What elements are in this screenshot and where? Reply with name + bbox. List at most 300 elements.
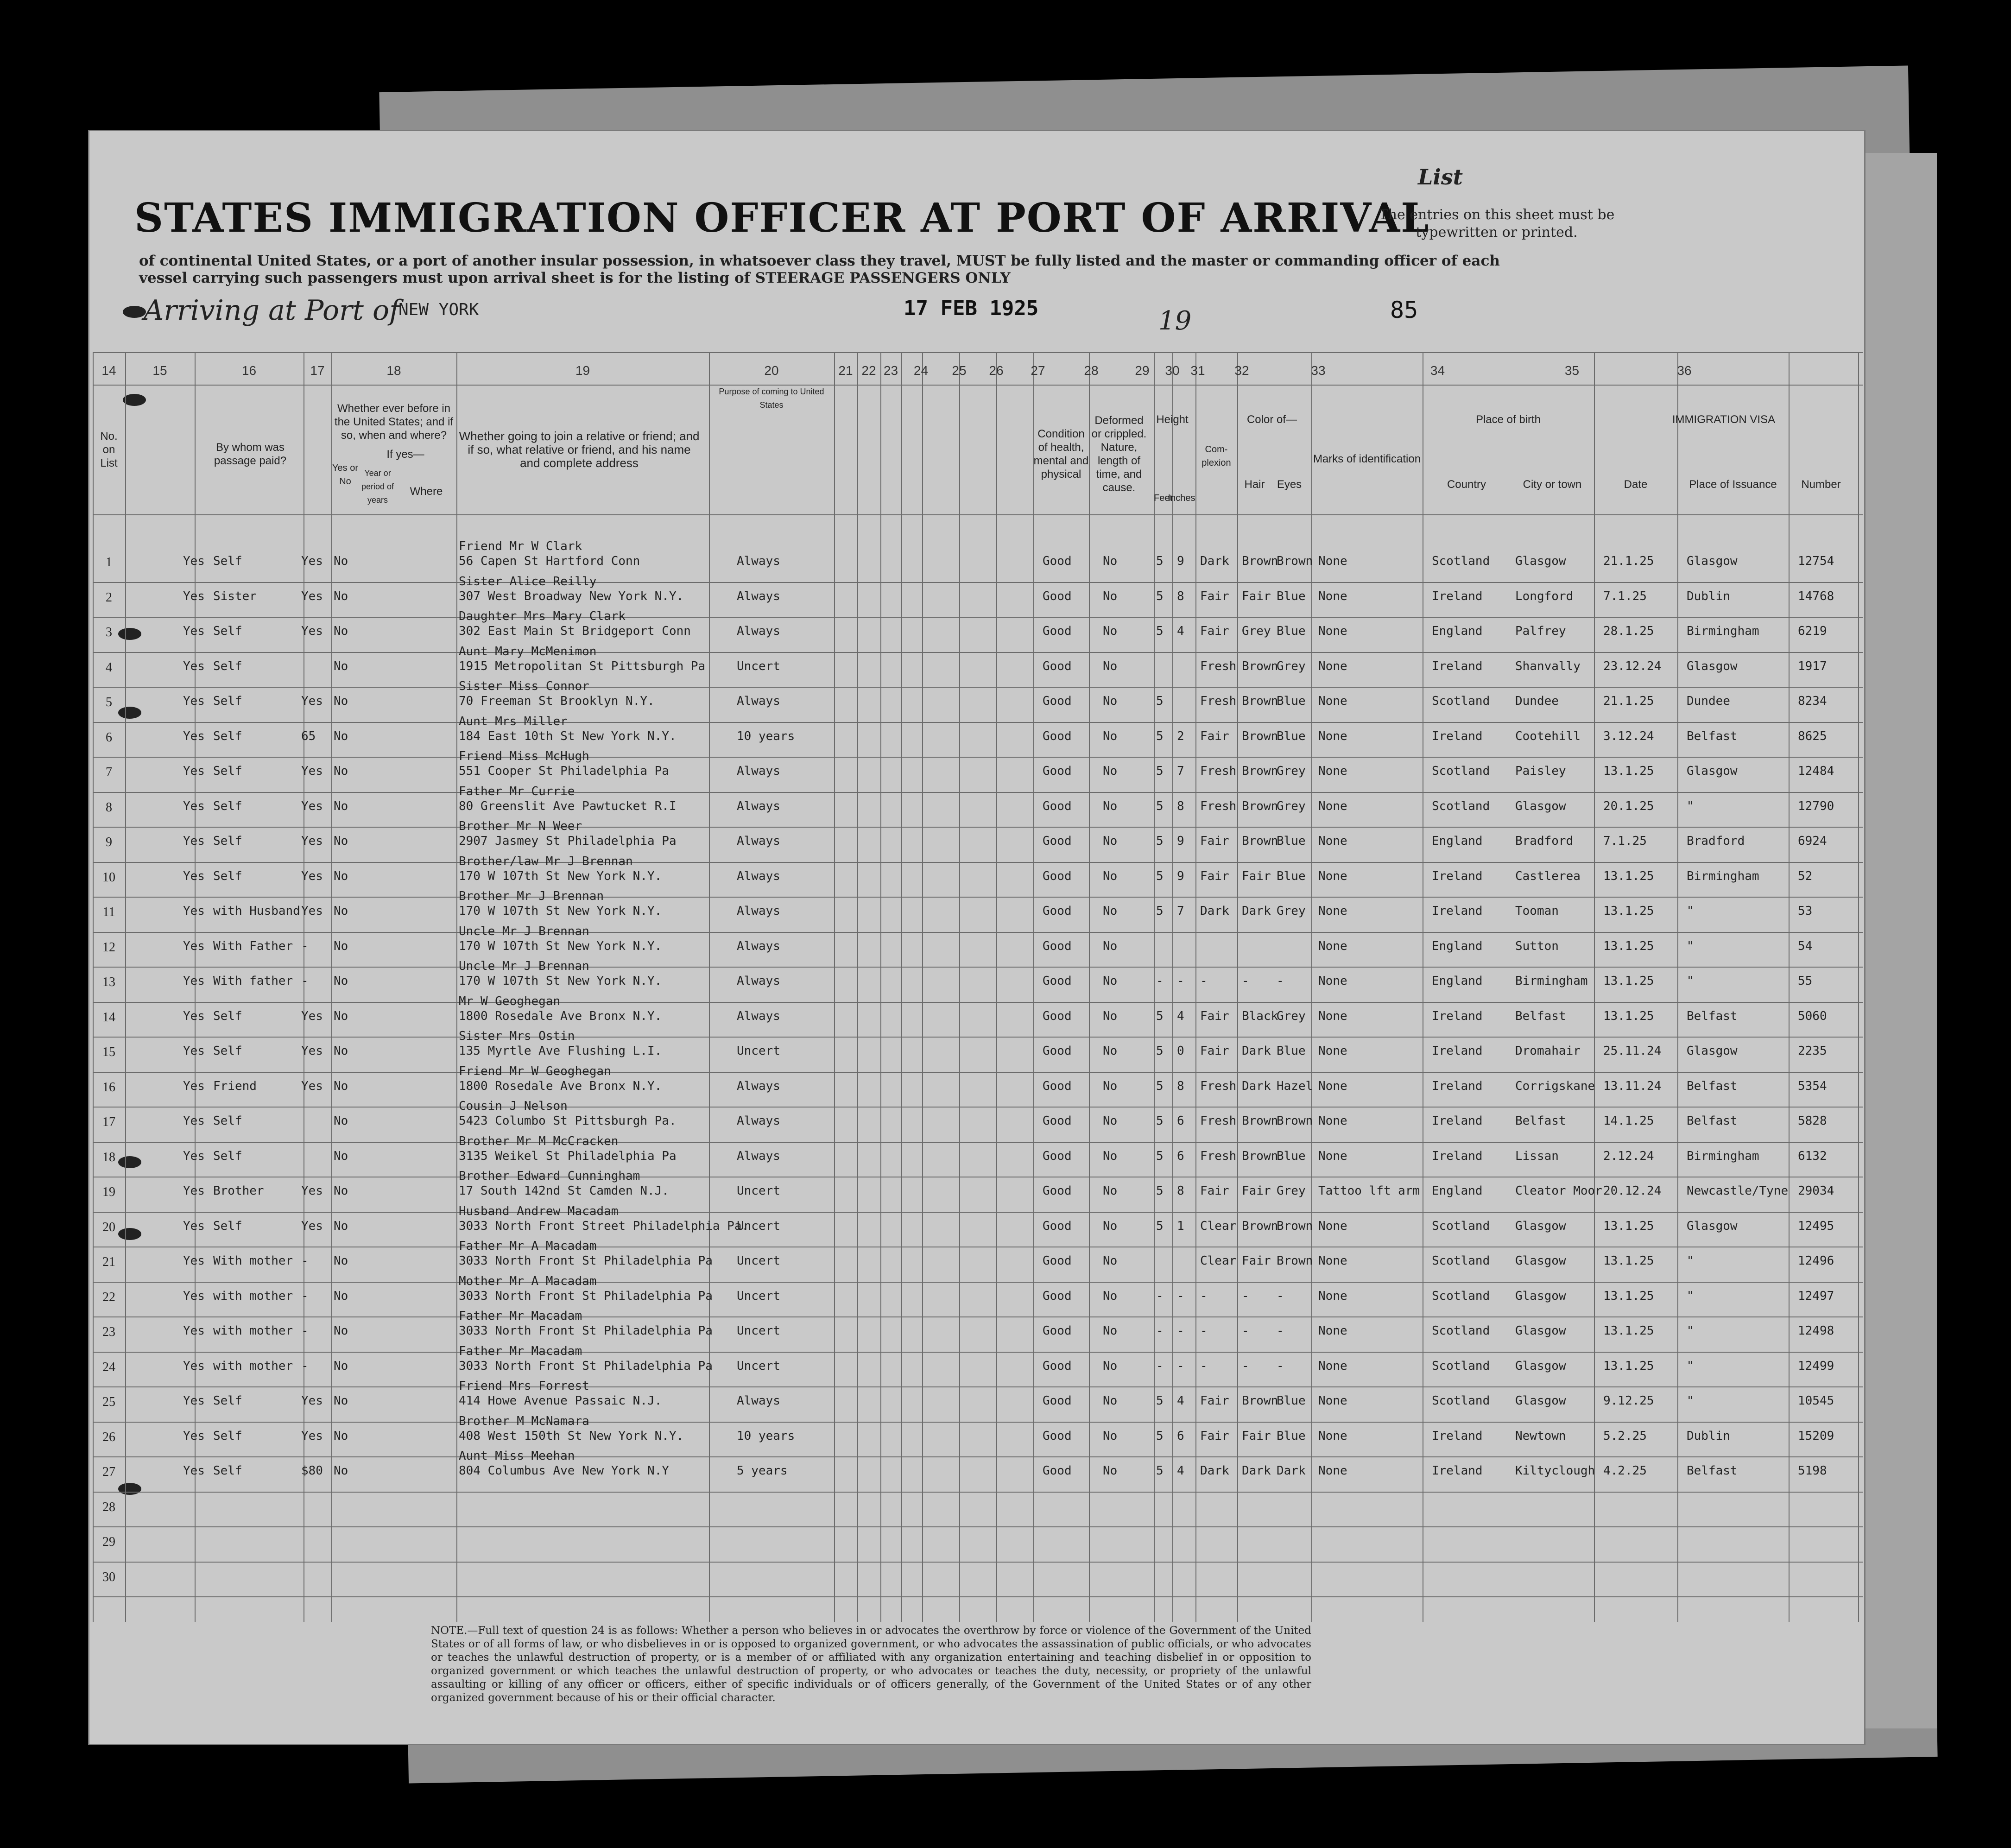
cell-ticket: Yes <box>183 799 205 813</box>
cell-vdate: 21.1.25 <box>1603 554 1654 568</box>
cell-country: Ireland <box>1432 1464 1483 1478</box>
cell-purpose: Always <box>737 1114 780 1128</box>
cell-inches: 6 <box>1177 1429 1184 1443</box>
cell-vdate: 13.1.25 <box>1603 904 1654 918</box>
cell-complexion: Clear <box>1200 1254 1237 1268</box>
table-row <box>93 924 1863 972</box>
cell-vplace: Birmingham <box>1687 624 1759 638</box>
cell-purpose: Always <box>737 904 780 918</box>
cell-joining: Aunt Mrs Miller <box>459 714 568 728</box>
row-number: 30 <box>102 1570 115 1584</box>
cell-feet: 5 <box>1156 1114 1164 1128</box>
cell-purpose: Always <box>737 694 780 708</box>
cell-money: Yes <box>301 904 323 918</box>
header-before-us: Whether ever before in the United States; and if so, when and where? <box>334 402 454 442</box>
cell-joining: Mr W Geoghegan <box>459 994 561 1008</box>
cell-eyes: Blue <box>1277 694 1306 708</box>
cell-vplace: " <box>1687 1254 1694 1268</box>
cell-paid: Self <box>213 764 242 778</box>
cell-health: Good <box>1043 939 1072 953</box>
table-row <box>93 1204 1863 1252</box>
cell-before: No <box>334 589 348 603</box>
cell-money: Yes <box>301 869 323 883</box>
cell-joining: Friend Mr W Clark <box>459 539 582 553</box>
column-number: 36 <box>1677 363 1692 378</box>
cell-inches: - <box>1177 974 1184 988</box>
row-number: 17 <box>102 1115 115 1129</box>
cell-ticket: Yes <box>183 1219 205 1233</box>
cell-country: England <box>1432 1184 1483 1198</box>
header-marks: Marks of identification <box>1313 452 1421 465</box>
cell-vdate: 4.2.25 <box>1603 1464 1647 1478</box>
row-number: 22 <box>102 1290 115 1304</box>
cell-before: No <box>334 799 348 813</box>
cell-address: 80 Greenslit Ave Pawtucket R.I <box>459 799 677 813</box>
table-row <box>93 1496 1863 1532</box>
cell-ticket: Yes <box>183 1394 205 1408</box>
cell-ticket: Yes <box>183 1324 205 1338</box>
cell-vnum: 53 <box>1798 904 1813 918</box>
row-number: 23 <box>102 1325 115 1339</box>
cell-vplace: " <box>1687 904 1694 918</box>
cell-joining: Brother Mr M McCracken <box>459 1134 619 1148</box>
row-number: 19 <box>102 1185 115 1199</box>
header-if-yes: If yes— <box>386 448 424 461</box>
cell-purpose: Always <box>737 1009 780 1023</box>
cell-inches: 1 <box>1177 1219 1184 1233</box>
cell-eyes: Grey <box>1277 904 1306 918</box>
cell-hair: Brown <box>1242 1114 1278 1128</box>
cell-city: Glasgow <box>1515 554 1566 568</box>
cell-address: 170 W 107th St New York N.Y. <box>459 904 662 918</box>
cell-complexion: Fresh <box>1200 659 1237 673</box>
cell-marks: None <box>1318 1359 1347 1373</box>
cell-hair: Dark <box>1242 904 1271 918</box>
cell-address: 3033 North Front St Philadelphia Pa <box>459 1289 713 1303</box>
table-row <box>93 1064 1863 1112</box>
cell-complexion: Fresh <box>1200 1149 1237 1163</box>
cell-inches: 4 <box>1177 624 1184 638</box>
cell-money: Yes <box>301 1429 323 1443</box>
cell-ticket: Yes <box>183 1079 205 1093</box>
cell-inches: 9 <box>1177 554 1184 568</box>
cell-hair: - <box>1242 1359 1249 1373</box>
cell-vdate: 2.12.24 <box>1603 1149 1654 1163</box>
cell-paid: Friend <box>213 1079 257 1093</box>
cell-hair: - <box>1242 1289 1249 1303</box>
cell-address: 5423 Columbo St Pittsburgh Pa. <box>459 1114 677 1128</box>
cell-address: 3033 North Front St Philadelphia Pa <box>459 1324 713 1338</box>
cell-inches: - <box>1177 1324 1184 1338</box>
cell-joining: Uncle Mr J Brennan <box>459 924 589 938</box>
cell-deformed: No <box>1103 1359 1118 1373</box>
row-number: 3 <box>106 625 112 639</box>
cell-city: Paisley <box>1515 764 1566 778</box>
cell-marks: None <box>1318 939 1347 953</box>
cell-ticket: Yes <box>183 834 205 848</box>
cell-inches: 8 <box>1177 799 1184 813</box>
cell-vdate: 3.12.24 <box>1603 729 1654 743</box>
column-number: 19 <box>575 363 590 378</box>
cell-money: - <box>301 1324 309 1338</box>
cell-feet: 5 <box>1156 1184 1164 1198</box>
cell-purpose: Always <box>737 869 780 883</box>
cell-purpose: Always <box>737 1394 780 1408</box>
cell-complexion: - <box>1200 1289 1208 1303</box>
cell-paid: Self <box>213 1114 242 1128</box>
cell-vnum: 12497 <box>1798 1289 1834 1303</box>
cell-country: Scotland <box>1432 1359 1490 1373</box>
cell-purpose: Always <box>737 799 780 813</box>
table-row <box>93 679 1863 727</box>
cell-eyes: Grey <box>1277 764 1306 778</box>
cell-eyes: Blue <box>1277 834 1306 848</box>
cell-eyes: Grey <box>1277 1009 1306 1023</box>
header-purpose: Purpose of coming to United States <box>719 387 824 410</box>
cell-vdate: 14.1.25 <box>1603 1114 1654 1128</box>
table-row <box>93 644 1863 692</box>
cell-before: No <box>334 624 348 638</box>
cell-deformed: No <box>1103 939 1118 953</box>
cell-vdate: 7.1.25 <box>1603 589 1647 603</box>
cell-hair: Grey <box>1242 624 1271 638</box>
cell-vplace: Belfast <box>1687 729 1738 743</box>
header-passage-paid: By whom was passage paid? <box>214 441 287 467</box>
column-number: 14 <box>101 363 116 378</box>
cell-marks: None <box>1318 554 1347 568</box>
cell-complexion: Fresh <box>1200 799 1237 813</box>
cell-purpose: Uncert <box>737 659 780 673</box>
column-number: 35 <box>1564 363 1580 378</box>
cell-deformed: No <box>1103 974 1118 988</box>
cell-vdate: 21.1.25 <box>1603 694 1654 708</box>
cell-country: Scotland <box>1432 1289 1490 1303</box>
column-number: 20 <box>764 363 779 378</box>
cell-address: 3033 North Front Street Philadelphia Pa. <box>459 1219 749 1233</box>
cell-vplace: " <box>1687 799 1694 813</box>
row-number: 11 <box>102 905 115 919</box>
cell-feet: - <box>1156 1359 1164 1373</box>
cell-marks: None <box>1318 729 1347 743</box>
row-number: 13 <box>102 975 115 989</box>
cell-city: Glasgow <box>1515 1394 1566 1408</box>
cell-feet: - <box>1156 974 1164 988</box>
cell-city: Glasgow <box>1515 1324 1566 1338</box>
cell-money: $80 <box>301 1464 323 1478</box>
cell-vplace: Dublin <box>1687 589 1730 603</box>
cell-city: Lissan <box>1515 1149 1559 1163</box>
cell-vplace: Glasgow <box>1687 1044 1738 1058</box>
cell-address: 307 West Broadway New York N.Y. <box>459 589 684 603</box>
cell-vplace: Belfast <box>1687 1464 1738 1478</box>
cell-complexion: Fair <box>1200 869 1229 883</box>
cell-vnum: 12484 <box>1798 764 1834 778</box>
cell-city: Cleator Moor <box>1515 1184 1602 1198</box>
cell-paid: With Father <box>213 939 293 953</box>
cell-marks: None <box>1318 974 1347 988</box>
table-row <box>93 1566 1863 1601</box>
cell-deformed: No <box>1103 799 1118 813</box>
cell-address: 2907 Jasmey St Philadelphia Pa <box>459 834 677 848</box>
row-number: 14 <box>102 1010 115 1025</box>
cell-joining: Cousin J Nelson <box>459 1099 568 1113</box>
cell-before: No <box>334 554 348 568</box>
cell-health: Good <box>1043 974 1072 988</box>
cell-eyes: - <box>1277 974 1284 988</box>
cell-address: 3033 North Front St Philadelphia Pa <box>459 1254 713 1268</box>
cell-complexion: Fair <box>1200 1184 1229 1198</box>
year-label: 19 <box>1158 306 1192 336</box>
cell-feet: 5 <box>1156 869 1164 883</box>
cell-before: No <box>334 1219 348 1233</box>
binder-hole <box>123 306 146 318</box>
cell-vnum: 5198 <box>1798 1464 1827 1478</box>
cell-eyes: Grey <box>1277 659 1306 673</box>
cell-before: No <box>334 729 348 743</box>
cell-eyes: Blue <box>1277 624 1306 638</box>
cell-marks: None <box>1318 1114 1347 1128</box>
column-number: 28 <box>1084 363 1099 378</box>
cell-health: Good <box>1043 554 1072 568</box>
cell-vdate: 13.1.25 <box>1603 939 1654 953</box>
cell-paid: Self <box>213 1009 242 1023</box>
cell-before: No <box>334 1359 348 1373</box>
table-row <box>93 609 1863 657</box>
cell-vnum: 29034 <box>1798 1184 1834 1198</box>
arrival-date: 17 FEB 1925 <box>904 297 1039 320</box>
cell-inches: 7 <box>1177 904 1184 918</box>
cell-paid: with Husband <box>213 904 300 918</box>
cell-feet: 5 <box>1156 729 1164 743</box>
cell-inches: - <box>1177 1289 1184 1303</box>
header-visa-number: Number <box>1801 478 1841 491</box>
cell-city: Dundee <box>1515 694 1559 708</box>
cell-joining: Father Mr A Macadam <box>459 1239 597 1253</box>
cell-paid: Self <box>213 1219 242 1233</box>
cell-eyes: Blue <box>1277 729 1306 743</box>
cell-deformed: No <box>1103 1184 1118 1198</box>
cell-vnum: 10545 <box>1798 1394 1834 1408</box>
cell-joining: Husband Andrew Macadam <box>459 1204 619 1218</box>
cell-before: No <box>334 1289 348 1303</box>
cell-eyes: Blue <box>1277 1394 1306 1408</box>
cell-complexion: Fair <box>1200 589 1229 603</box>
cell-complexion: Clear <box>1200 1219 1237 1233</box>
cell-vnum: 6132 <box>1798 1149 1827 1163</box>
cell-city: Kiltyclough <box>1515 1464 1595 1478</box>
cell-eyes: Brown <box>1277 1114 1313 1128</box>
cell-hair: Brown <box>1242 764 1278 778</box>
cell-ticket: Yes <box>183 764 205 778</box>
cell-health: Good <box>1043 589 1072 603</box>
cell-address: 170 W 107th St New York N.Y. <box>459 974 662 988</box>
cell-purpose: Always <box>737 939 780 953</box>
cell-inches: 8 <box>1177 1079 1184 1093</box>
cell-vdate: 13.1.25 <box>1603 1324 1654 1338</box>
cell-ticket: Yes <box>183 939 205 953</box>
row-number: 12 <box>102 940 115 955</box>
cell-hair: Fair <box>1242 1184 1271 1198</box>
cell-money: Yes <box>301 1079 323 1093</box>
cell-city: Glasgow <box>1515 1254 1566 1268</box>
column-number: 15 <box>152 363 167 378</box>
column-number: 29 <box>1135 363 1150 378</box>
cell-health: Good <box>1043 1429 1072 1443</box>
table-row <box>93 854 1863 902</box>
cell-vdate: 13.11.24 <box>1603 1079 1662 1093</box>
cell-complexion: Fresh <box>1200 1114 1237 1128</box>
table-row <box>93 1134 1863 1182</box>
column-number: 24 <box>913 363 929 378</box>
cell-hair: Dark <box>1242 1464 1271 1478</box>
table-row <box>93 539 1863 587</box>
table-row <box>93 574 1863 622</box>
cell-vdate: 13.1.25 <box>1603 1359 1654 1373</box>
cell-address: 17 South 142nd St Camden N.J. <box>459 1184 669 1198</box>
cell-inches: 8 <box>1177 589 1184 603</box>
page-number: 85 <box>1390 297 1418 323</box>
cell-feet: 5 <box>1156 1429 1164 1443</box>
cell-inches: 4 <box>1177 1464 1184 1478</box>
cell-money: - <box>301 1359 309 1373</box>
cell-ticket: Yes <box>183 659 205 673</box>
cell-ticket: Yes <box>183 904 205 918</box>
cell-paid: with mother <box>213 1289 293 1303</box>
cell-eyes: Blue <box>1277 1429 1306 1443</box>
cell-deformed: No <box>1103 694 1118 708</box>
row-number: 21 <box>102 1255 115 1269</box>
cell-country: England <box>1432 624 1483 638</box>
cell-before: No <box>334 1149 348 1163</box>
cell-complexion: Fair <box>1200 1394 1229 1408</box>
cell-address: 3135 Weikel St Philadelphia Pa <box>459 1149 677 1163</box>
column-number: 32 <box>1234 363 1249 378</box>
cell-before: No <box>334 939 348 953</box>
cell-purpose: 10 years <box>737 1429 795 1443</box>
cell-vplace: Glasgow <box>1687 1219 1738 1233</box>
row-number: 15 <box>102 1045 115 1059</box>
cell-paid: Self <box>213 624 242 638</box>
column-number: 31 <box>1190 363 1205 378</box>
cell-health: Good <box>1043 1149 1072 1163</box>
cell-ticket: Yes <box>183 1009 205 1023</box>
cell-deformed: No <box>1103 869 1118 883</box>
cell-address: 1800 Rosedale Ave Bronx N.Y. <box>459 1079 662 1093</box>
cell-paid: Self <box>213 1394 242 1408</box>
cell-feet: 5 <box>1156 1079 1164 1093</box>
column-number: 27 <box>1031 363 1045 378</box>
cell-deformed: No <box>1103 834 1118 848</box>
cell-deformed: No <box>1103 1464 1118 1478</box>
cell-health: Good <box>1043 1044 1072 1058</box>
header-city: City or town <box>1523 478 1582 491</box>
cell-paid: Self <box>213 659 242 673</box>
cell-hair: Dark <box>1242 1079 1271 1093</box>
cell-money: Yes <box>301 694 323 708</box>
cell-vplace: " <box>1687 974 1694 988</box>
cell-paid: Self <box>213 694 242 708</box>
cell-feet: 5 <box>1156 589 1164 603</box>
cell-money: Yes <box>301 834 323 848</box>
cell-city: Belfast <box>1515 1009 1566 1023</box>
cell-before: No <box>334 1254 348 1268</box>
header-color-of: Color of— <box>1246 413 1297 426</box>
cell-deformed: No <box>1103 1044 1118 1058</box>
cell-hair: Brown <box>1242 554 1278 568</box>
cell-country: Scotland <box>1432 694 1490 708</box>
cell-country: Scotland <box>1432 1394 1490 1408</box>
cell-purpose: Always <box>737 974 780 988</box>
cell-deformed: No <box>1103 1429 1118 1443</box>
arriving-label: Arriving at Port of <box>144 294 400 327</box>
cell-health: Good <box>1043 624 1072 638</box>
cell-joining: Father Mr Currie <box>459 784 575 798</box>
cell-vdate: 5.2.25 <box>1603 1429 1647 1443</box>
cell-complexion: Dark <box>1200 904 1229 918</box>
cell-before: No <box>334 1009 348 1023</box>
cell-ticket: Yes <box>183 554 205 568</box>
row-number: 18 <box>102 1150 115 1164</box>
row-number: 1 <box>106 555 112 570</box>
cell-vplace: Birmingham <box>1687 1149 1759 1163</box>
cell-city: Shanvally <box>1515 659 1581 673</box>
cell-complexion: - <box>1200 1359 1208 1373</box>
cell-eyes: Grey <box>1277 799 1306 813</box>
cell-marks: None <box>1318 799 1347 813</box>
cell-country: Scotland <box>1432 1219 1490 1233</box>
cell-hair: Brown <box>1242 659 1278 673</box>
cell-vplace: Newcastle/Tyne <box>1687 1184 1789 1198</box>
cell-joining: Father Mr Macadam <box>459 1309 582 1323</box>
column-number: 16 <box>241 363 257 378</box>
cell-health: Good <box>1043 869 1072 883</box>
cell-vnum: 8625 <box>1798 729 1827 743</box>
cell-vnum: 6924 <box>1798 834 1827 848</box>
cell-before: No <box>334 1184 348 1198</box>
cell-feet: 5 <box>1156 694 1164 708</box>
cell-deformed: No <box>1103 1149 1118 1163</box>
cell-purpose: 10 years <box>737 729 795 743</box>
cell-ticket: Yes <box>183 589 205 603</box>
cell-money: Yes <box>301 764 323 778</box>
row-number: 9 <box>106 835 112 849</box>
cell-country: Ireland <box>1432 904 1483 918</box>
cell-deformed: No <box>1103 1394 1118 1408</box>
cell-marks: None <box>1318 1044 1347 1058</box>
cell-paid: Self <box>213 834 242 848</box>
cell-vnum: 55 <box>1798 974 1813 988</box>
cell-address: 170 W 107th St New York N.Y. <box>459 869 662 883</box>
cell-vplace: " <box>1687 1394 1694 1408</box>
cell-hair: Brown <box>1242 1219 1278 1233</box>
cell-marks: None <box>1318 694 1347 708</box>
cell-eyes: Blue <box>1277 869 1306 883</box>
column-number: 26 <box>989 363 1004 378</box>
cell-purpose: Uncert <box>737 1219 780 1233</box>
column-number: 34 <box>1430 363 1445 378</box>
cell-joining: Sister Alice Reilly <box>459 574 597 589</box>
cell-hair: Brown <box>1242 729 1278 743</box>
cell-marks: None <box>1318 869 1347 883</box>
cell-health: Good <box>1043 694 1072 708</box>
cell-city: Longford <box>1515 589 1574 603</box>
cell-feet: 5 <box>1156 764 1164 778</box>
cell-marks: None <box>1318 1149 1347 1163</box>
cell-inches: - <box>1177 1359 1184 1373</box>
cell-country: England <box>1432 974 1483 988</box>
row-number: 28 <box>102 1500 115 1514</box>
cell-feet: 5 <box>1156 624 1164 638</box>
